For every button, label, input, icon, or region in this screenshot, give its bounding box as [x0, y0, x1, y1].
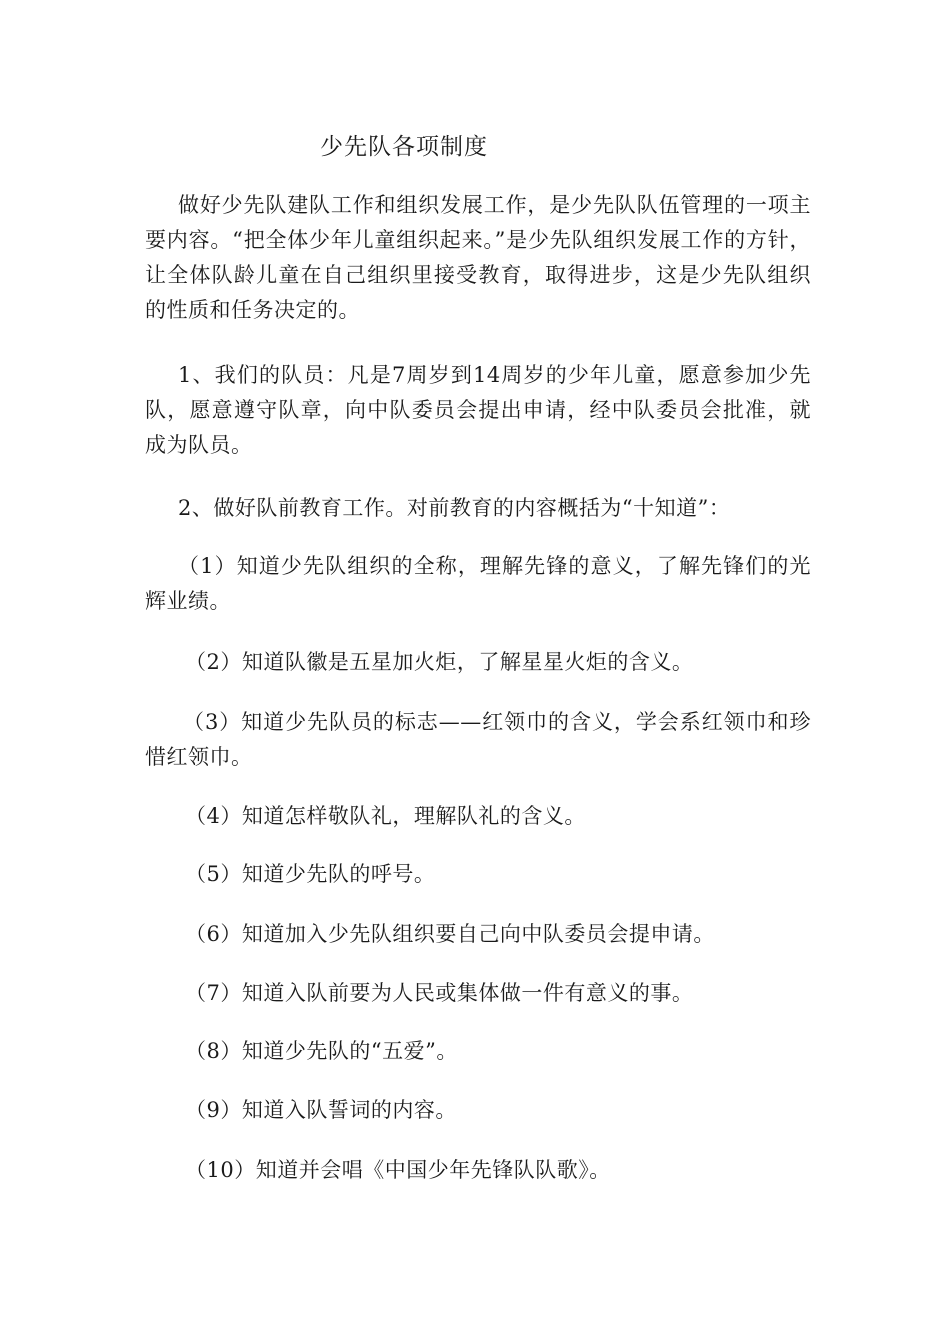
intro-paragraph: 做好少先队建队工作和组织发展工作，是少先队队伍管理的一项主要内容。“把全体少年儿童组织起来。”是少先队组织发展工作的方针，让全体队龄儿童在自己组织里接受教育，取得进步，这是少先队组织的性质和任务决定的。: [145, 193, 811, 322]
section-1-paragraph: 1、我们的队员：凡是7周岁到14周岁的少年儿童，愿意参加少先队，愿意遵守队章，向中队委员会提出申请，经中队委员会批准，就成为队员。: [145, 363, 811, 457]
list-item: （7）知道入队前要为人民或集体做一件有意义的事。: [185, 981, 694, 1005]
list-item: （3）知道少先队员的标志——红领巾的含义，学会系红领巾和珍惜红领巾。: [145, 710, 811, 769]
list-item: （8）知道少先队的“五爱”。: [185, 1039, 458, 1063]
list-item: （1）知道少先队组织的全称，理解先锋的意义，了解先锋们的光辉业绩。: [145, 554, 811, 613]
list-item: （5）知道少先队的呼号。: [185, 862, 436, 886]
list-item: （6）知道加入少先队组织要自己向中队委员会提申请。: [185, 922, 715, 946]
list-item: （4）知道怎样敬队礼，理解队礼的含义。: [185, 804, 586, 828]
document-title: 少先队各项制度: [320, 134, 488, 160]
list-item: （10）知道并会唱《中国少年先锋队队歌》。: [185, 1158, 611, 1182]
list-item: （9）知道入队誓词的内容。: [185, 1098, 457, 1122]
list-item: （2）知道队徽是五星加火炬，了解星星火炬的含义。: [185, 650, 694, 674]
section-2-heading: 2、做好队前教育工作。对前教育的内容概括为“十知道”：: [178, 496, 731, 520]
